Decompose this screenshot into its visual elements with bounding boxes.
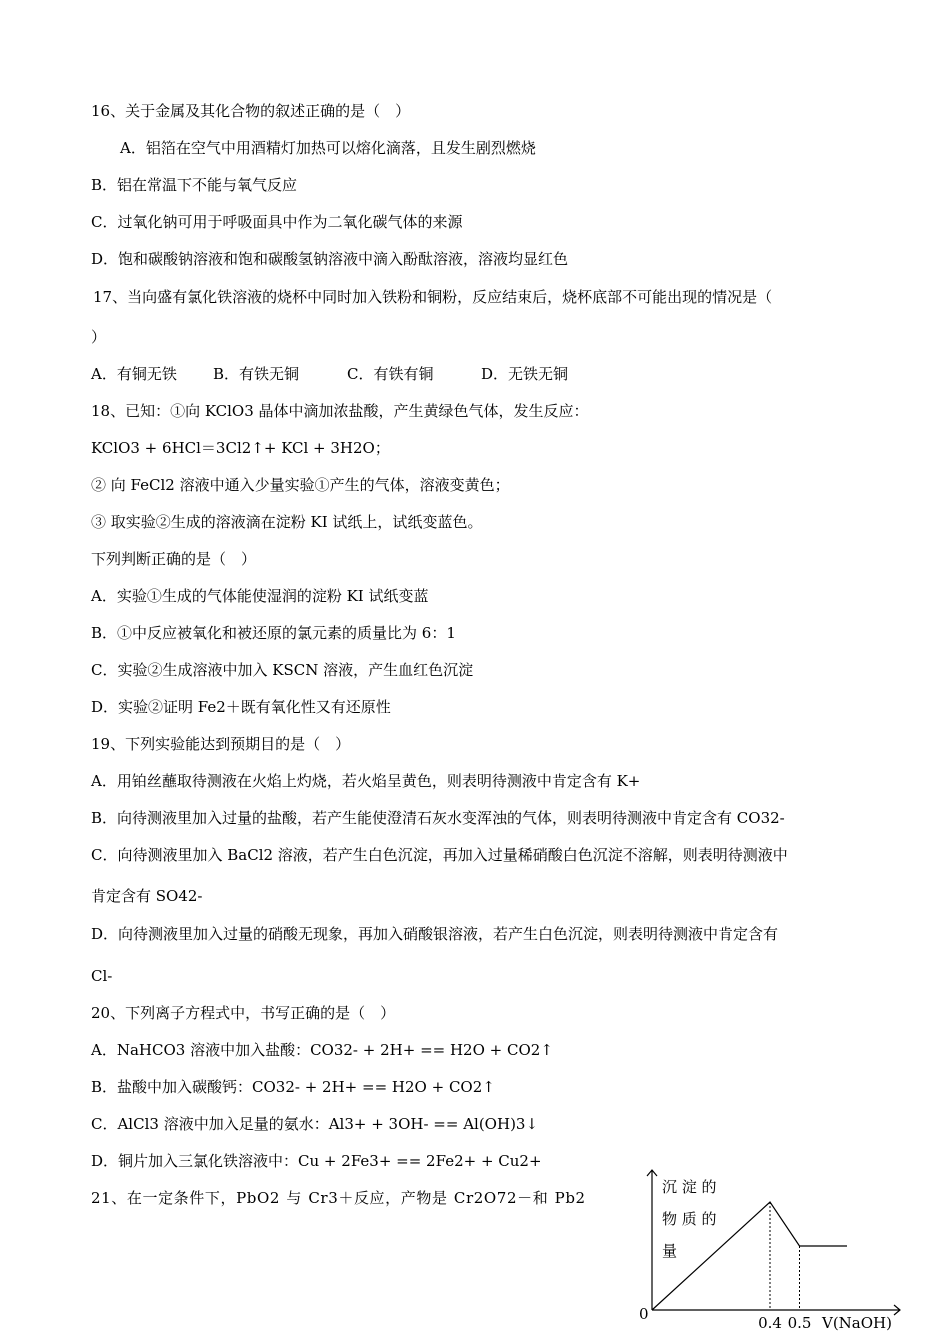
x-axis-label: V(NaOH) [822, 1314, 892, 1332]
q17-option-d: D．无铁无铜 [481, 365, 569, 383]
q19-stem: 19、下列实验能达到预期目的是（ ） [91, 735, 351, 753]
q17-stem: 17、当向盛有氯化铁溶液的烧杯中同时加入铁粉和铜粉，反应结束后，烧杯底部不可能出现的情况是（ [93, 288, 773, 306]
q18-stem: 18、已知：①向 KClO3 晶体中滴加浓盐酸，产生黄绿色气体，发生反应： [91, 402, 589, 420]
q19-option-b: B．向待测液里加入过量的盐酸，若产生能使澄清石灰水变浑浊的气体，则表明待测液中肯定含有 CO32- [91, 809, 785, 827]
precipitate-graph [632, 1162, 932, 1344]
q16-option-a: A．铝箔在空气中用酒精灯加热可以熔化滴落，且发生剧烈燃烧 [120, 139, 536, 157]
q16-option-c: C．过氧化钠可用于呼吸面具中作为二氧化碳气体的来源 [91, 213, 463, 231]
q18-option-b: B．①中反应被氧化和被还原的氯元素的质量比为 6：1 [91, 624, 456, 642]
q17-stem-end: ） [91, 328, 107, 346]
q18-step-3: ③ 取实验②生成的溶液滴在淀粉 KI 试纸上，试纸变蓝色。 [91, 513, 483, 531]
q16-option-d: D．饱和碳酸钠溶液和饱和碳酸氢钠溶液中滴入酚酞溶液，溶液均显红色 [91, 250, 569, 268]
q19-option-d-line2: Cl- [91, 967, 113, 985]
q20-option-a: A．NaHCO3 溶液中加入盐酸：CO32- + 2H+ == H2O + CO2↑ [91, 1041, 553, 1059]
q17-option-c: C．有铁有铜 [347, 365, 434, 383]
q20-stem: 20、下列离子方程式中，书写正确的是（ ） [91, 1004, 396, 1022]
q17-options [91, 364, 568, 384]
q19-option-c-line2: 肯定含有 SO42- [91, 887, 203, 905]
q20-option-b: B．盐酸中加入碳酸钙：CO32- + 2H+ == H2O + CO2↑ [91, 1078, 495, 1096]
q18-option-d: D．实验②证明 Fe2＋既有氧化性又有还原性 [91, 698, 391, 716]
q19-option-a: A．用铂丝蘸取待测液在火焰上灼烧，若火焰呈黄色，则表明待测液中肯定含有 K+ [91, 772, 641, 790]
q17-option-b: B．有铁无铜 [213, 365, 300, 383]
q21-stem: 21、在一定条件下，PbO2 与 Cr3＋反应，产物是 Cr2O72－和 Pb2 [91, 1189, 586, 1207]
q20-option-d: D．铜片加入三氯化铁溶液中：Cu + 2Fe3+ == 2Fe2+ + Cu2+ [91, 1152, 542, 1170]
q16-stem: 16、关于金属及其化合物的叙述正确的是（ ） [91, 102, 411, 120]
q16-option-b: B．铝在常温下不能与氧气反应 [91, 176, 298, 194]
q18-option-a: A．实验①生成的气体能使湿润的淀粉 KI 试纸变蓝 [91, 587, 429, 605]
y-label-line1: 沉 淀 的 [662, 1178, 717, 1196]
tick-label-0.5: 0.5 [787, 1314, 812, 1332]
tick-label-0.4: 0.4 [758, 1314, 782, 1332]
q18-ask: 下列判断正确的是（ ） [91, 550, 257, 568]
origin-label: 0 [639, 1305, 649, 1323]
q17-option-a: A．有铜无铁 [91, 365, 177, 383]
q19-option-c-line1: C．向待测液里加入 BaCl2 溶液，若产生白色沉淀，再加入过量稀硝酸白色沉淀不溶解，则表明待测液中 [91, 846, 788, 864]
q19-option-d-line1: D．向待测液里加入过量的硝酸无现象，再加入硝酸银溶液，若产生白色沉淀，则表明待测液中肯定含有 [91, 925, 779, 943]
q20-option-c: C．AlCl3 溶液中加入足量的氨水：Al3+ + 3OH- == Al(OH)3↓ [91, 1115, 539, 1133]
y-label-line2: 物 质 的 [662, 1210, 717, 1228]
q18-equation: KClO3 + 6HCl＝3Cl2↑+ KCl + 3H2O； [91, 439, 390, 457]
q18-option-c: C．实验②生成溶液中加入 KSCN 溶液，产生血红色沉淀 [91, 661, 474, 679]
y-label-line3: 量 [662, 1242, 678, 1260]
q18-step-2: ② 向 FeCl2 溶液中通入少量实验①产生的气体，溶液变黄色； [91, 476, 510, 494]
